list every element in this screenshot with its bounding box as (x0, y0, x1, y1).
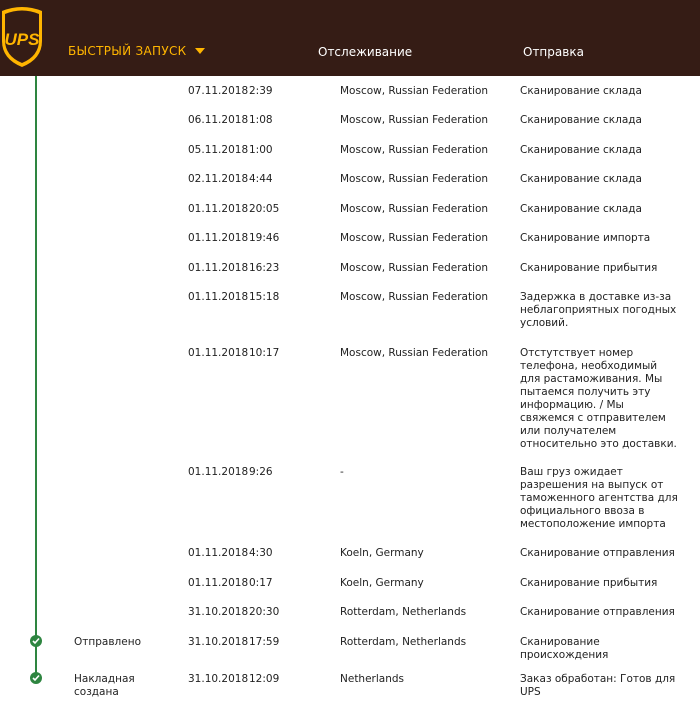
history-activity: Сканирование склада (520, 173, 642, 185)
site-header (0, 0, 700, 76)
history-date: 01.11.2018 (188, 577, 249, 589)
history-location: Moscow, Russian Federation (340, 262, 489, 274)
history-date: 01.11.2018 (188, 466, 249, 478)
history-date: 31.10.2018 (188, 636, 249, 648)
history-location: Moscow, Russian Federation (340, 85, 489, 97)
history-activity: Сканирование склада (520, 203, 642, 215)
history-time: 10:17 (249, 347, 280, 359)
history-location: Rotterdam, Netherlands (340, 636, 467, 648)
history-activity: Сканирование прибытия (520, 577, 658, 589)
timeline-line (35, 76, 37, 654)
history-activity: Сканирование импорта (520, 232, 651, 244)
history-location: Moscow, Russian Federation (340, 232, 489, 244)
history-location: Moscow, Russian Federation (340, 347, 489, 359)
history-activity: Сканирование отправления (520, 606, 675, 618)
history-date: 01.11.2018 (188, 262, 249, 274)
caret-down-icon (195, 48, 205, 54)
history-location: Moscow, Russian Federation (340, 114, 489, 126)
check-icon (30, 672, 42, 684)
nav-tracking[interactable]: Отслеживание (318, 45, 413, 59)
history-time: 20:30 (249, 606, 280, 618)
history-location: Moscow, Russian Federation (340, 203, 489, 215)
history-date: 02.11.2018 (188, 173, 249, 185)
history-date: 01.11.2018 (188, 347, 249, 359)
history-activity: Сканирование склада (520, 114, 642, 126)
history-date: 31.10.2018 (188, 606, 249, 618)
ups-logo[interactable] (0, 5, 44, 69)
history-location: Koeln, Germany (340, 577, 424, 589)
history-time: 4:44 (249, 173, 273, 185)
history-time: 20:05 (249, 203, 280, 215)
history-time: 12:09 (249, 673, 280, 685)
history-time: 1:00 (249, 144, 273, 156)
history-date: 01.11.2018 (188, 232, 249, 244)
history-date: 05.11.2018 (188, 144, 249, 156)
history-time: 1:08 (249, 114, 273, 126)
history-activity: Задержка в доставке из-за неблагоприятных погодных условий. (520, 291, 677, 329)
history-activity: Сканирование прибытия (520, 262, 658, 274)
history-time: 0:17 (249, 577, 273, 589)
history-date: 06.11.2018 (188, 114, 249, 126)
history-date: 31.10.2018 (188, 673, 249, 685)
history-location: Rotterdam, Netherlands (340, 606, 467, 618)
svg-text:UPS: UPS (4, 30, 40, 49)
history-location: Moscow, Russian Federation (340, 144, 489, 156)
history-date: 07.11.2018 (188, 85, 249, 97)
history-location: Moscow, Russian Federation (340, 291, 489, 303)
history-time: 4:30 (249, 547, 273, 559)
history-activity: Сканирование отправления (520, 547, 675, 559)
nav-shipping[interactable]: Отправка (523, 45, 584, 59)
history-date: 01.11.2018 (188, 291, 249, 303)
quick-launch-menu[interactable] (68, 44, 205, 58)
history-time: 16:23 (249, 262, 280, 274)
history-activity: Сканирование склада (520, 85, 642, 97)
history-time: 9:26 (249, 466, 273, 478)
quick-launch-label: БЫСТРЫЙ ЗАПУСК (68, 44, 187, 58)
history-status: Накладная создана (74, 673, 135, 698)
history-activity: Заказ обработан: Готов для UPS (520, 673, 676, 698)
history-activity: Сканирование происхождения (520, 636, 609, 661)
history-time: 17:59 (249, 636, 280, 648)
check-icon (30, 635, 42, 647)
history-activity: Сканирование склада (520, 144, 642, 156)
history-time: 2:39 (249, 85, 273, 97)
history-location: - (340, 466, 344, 478)
history-status: Отправлено (74, 636, 141, 648)
history-activity: Ваш груз ожидает разрешения на выпуск от таможенного агентства для официального ввоза в местоположение импорта (520, 466, 678, 530)
history-location: Moscow, Russian Federation (340, 173, 489, 185)
history-activity: Отстутствует номер телефона, необходимый для растаможивания. Мы пытаемся получить эту информацию. / Мы свяжемся с отправителем или получателем относительно это доставки. (520, 347, 677, 450)
history-location: Netherlands (340, 673, 405, 685)
history-date: 01.11.2018 (188, 203, 249, 215)
history-location: Koeln, Germany (340, 547, 424, 559)
history-time: 19:46 (249, 232, 280, 244)
history-date: 01.11.2018 (188, 547, 249, 559)
history-time: 15:18 (249, 291, 280, 303)
